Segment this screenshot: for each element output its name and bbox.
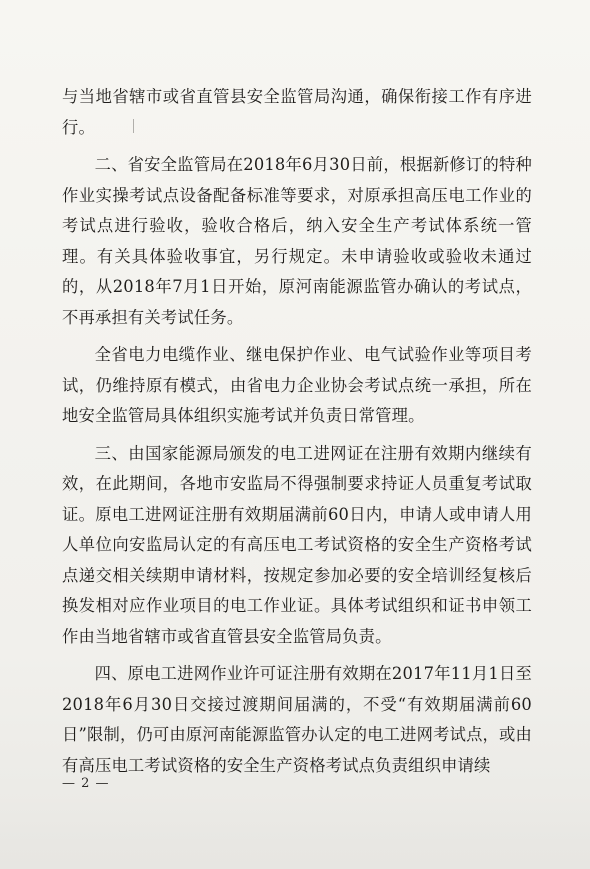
page-bottom-margin (0, 800, 590, 869)
paragraph-continuation: 与当地省辖市或省直管县安全监管局沟通，确保衔接工作有序进行。 (62, 87, 532, 137)
paragraph-item-2: 二、省安全监管局在2018年6月30日前，根据新修订的特种作业实操考试点设备配备标准等要求，对原承担高压电工作业的考试点进行验收，验收合格后，纳入安全生产考试体系统一管理。有关具体验收事宜，另行规定。未申请验收或验收未通过的，从2018年7月1日开始，原河南能源监管办确认的考试点，不再承担有关考试任务。 (62, 155, 532, 327)
paragraph-exam-modes: 全省电力电缆作业、继电保护作业、电气试验作业等项目考试，仍维持原有模式，由省电力企业协会考试点统一承担，所在地安全监管局具体组织实施考试并负责日常管理。 (62, 345, 532, 425)
page-number: — 2 — (62, 776, 110, 791)
paragraph-item-4: 四、原电工进网作业许可证注册有效期在2017年11月1日至2018年6月30日交接过渡期间届满的，不受“有效期届满前60日”限制，仍可由原河南能源监管办认定的电工进网考试点，或由有高压电工考试资格的安全生产资格考试点负责组织申请续 (62, 664, 533, 775)
paragraph-item-3: 三、由国家能源局颁发的电工进网证在注册有效期内继续有效，在此期间，各地市安监局不得强制要求持证人员重复考试取证。原电工进网证注册有效期届满前60日内，申请人或申请人用人单位向安监局认定的有高压电工考试资格的安全生产资格考试点递交相关续期申请材料，按规定参加必要的安全培训经复核后换发相对应作业项目的电工作业证。具体考试组织和证书申领工作由当地省辖市或省直管县安全监管局负责。 (62, 443, 532, 646)
body-text (62, 82, 532, 788)
